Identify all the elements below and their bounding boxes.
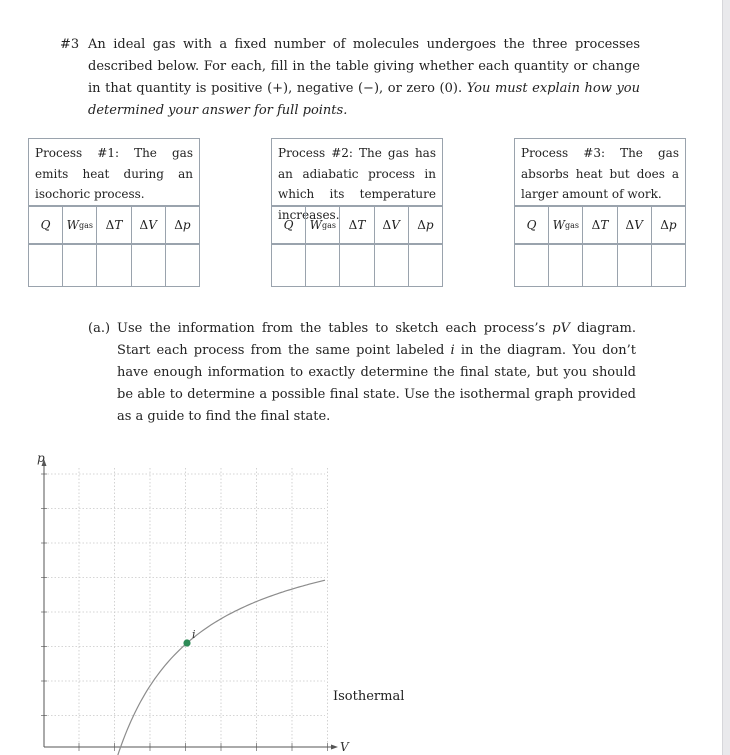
answer-cell-delta-t[interactable] [582,245,616,286]
header-delta-v: Δ V [131,207,165,243]
process-3-table [514,138,686,287]
problem-body [88,34,640,122]
answer-cell-q[interactable] [515,245,548,286]
header-q: Q [283,218,294,232]
problem-number: #3 [60,37,80,52]
answer-cell-delta-v[interactable] [374,245,408,286]
v-axis-label: V [340,740,349,754]
process-1-description: Process #1: The gas emits heat during an isochoric process. [29,139,199,207]
p-axis-label: p [37,451,45,465]
answer-cell-delta-v[interactable] [617,245,651,286]
answer-cell-w-gas[interactable] [548,245,582,286]
header-w-gas: W gas [548,207,582,243]
part-a-text-1: Use the information from the tables to sketch each process’s [117,321,553,336]
pv-diagram[interactable] [0,440,420,755]
answer-cell-delta-p[interactable] [165,245,199,286]
problem-text: An ideal gas with a fixed number of molecules undergoes the three processes described below. For each, fill in the table giving whether each quantity or change in that quantity is positive (+), negative (−), or zero (0). [88,37,640,96]
answer-cell-delta-t[interactable] [96,245,130,286]
header-delta-t: Δ T [96,207,130,243]
header-delta-p: Δ p [165,207,199,243]
part-a-label: (a.) [88,321,111,336]
process-2-answer-row [272,245,442,286]
part-a-point-symbol: i [450,343,455,358]
problem-instruction: You must explain how you determined your answer for full points. [88,81,640,118]
header-q: Q [40,218,51,232]
process-2-description: Process #2: The gas has an adiabatic process in which its temperature increases. [272,139,442,207]
page-gutter [723,0,730,755]
process-1-header-row [29,207,199,245]
header-delta-v: Δ V [374,207,408,243]
part-a-pv: pV [552,321,570,336]
answer-cell-q[interactable] [272,245,305,286]
part-a-body [117,318,636,428]
header-delta-t: Δ T [339,207,373,243]
process-2-header-row [272,207,442,245]
header-delta-p: Δ p [408,207,442,243]
header-w-gas: W gas [305,207,339,243]
header-q: Q [526,218,537,232]
answer-cell-delta-t[interactable] [339,245,373,286]
process-1-table [28,138,200,287]
part-a-text-2: diagram. Start each process from the same point labeled [117,321,637,358]
process-1-answer-row [29,245,199,286]
isothermal-label: Isothermal [333,689,405,704]
header-delta-p: Δ p [651,207,685,243]
process-3-answer-row [515,245,685,286]
process-3-description: Process #3: The gas absorbs heat but does a larger amount of work. [515,139,685,207]
part-a-question [88,318,636,428]
initial-state-label: i [192,628,196,641]
answer-cell-w-gas[interactable] [305,245,339,286]
axis-ticks [41,474,328,751]
answer-cell-w-gas[interactable] [62,245,96,286]
initial-state-point[interactable] [183,639,190,646]
process-3-header-row [515,207,685,245]
header-delta-t: Δ T [582,207,616,243]
answer-cell-delta-p[interactable] [408,245,442,286]
part-a-text-3: in the diagram. You don’t have enough information to exactly determine the final state, but you should be able to determine a possible final state. Use the isothermal graph provided as a guide to find the final state. [117,343,636,424]
answer-cell-delta-v[interactable] [131,245,165,286]
answer-cell-delta-p[interactable] [651,245,685,286]
answer-cell-q[interactable] [29,245,62,286]
v-axis-arrow [331,745,338,750]
problem-statement [60,34,640,122]
header-w-gas: W gas [62,207,96,243]
pv-grid [44,468,328,747]
process-2-table [271,138,443,287]
isothermal-curve [101,580,325,755]
header-delta-v: Δ V [617,207,651,243]
